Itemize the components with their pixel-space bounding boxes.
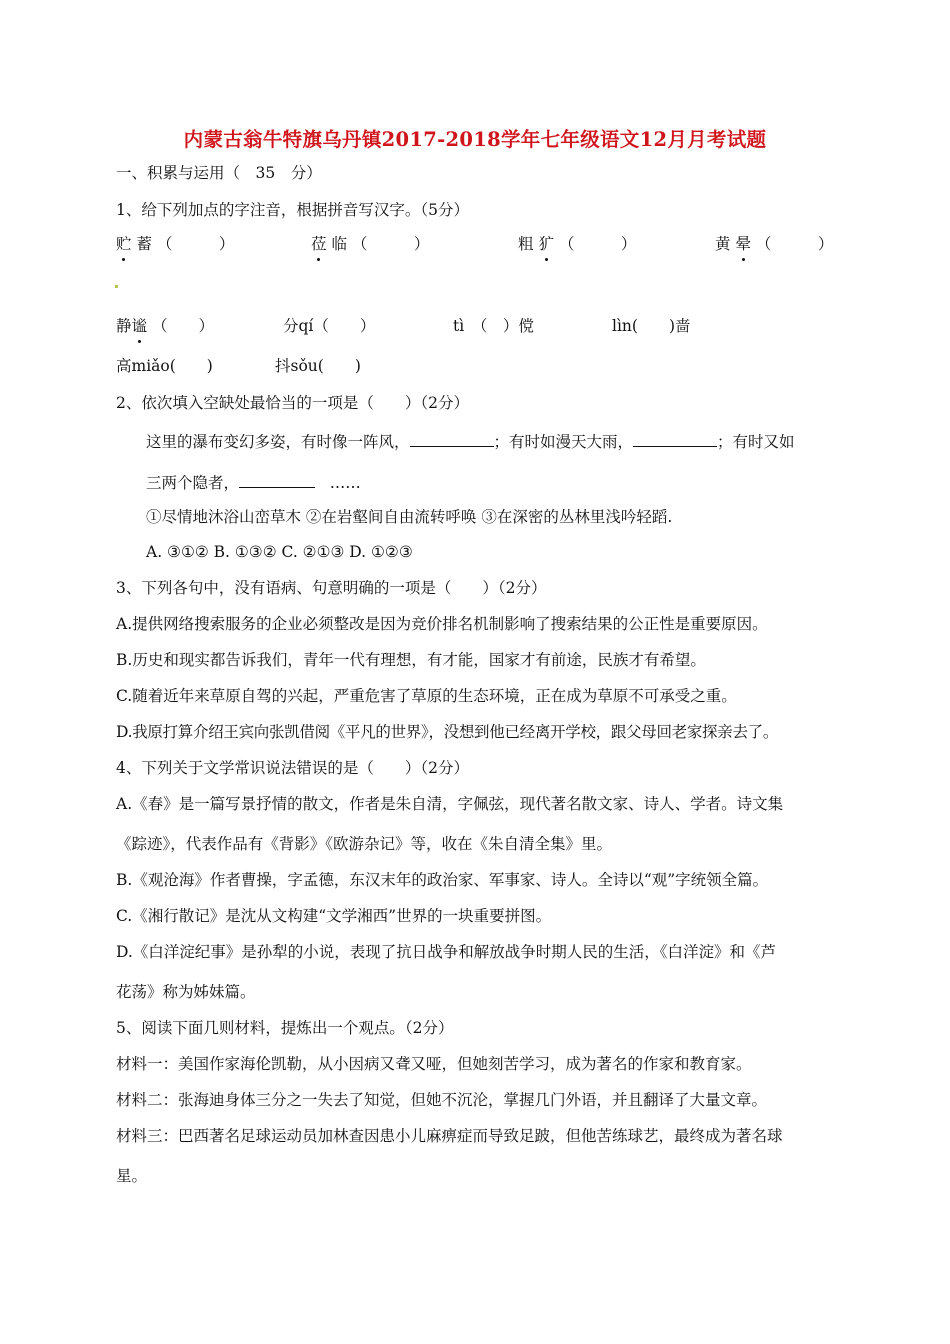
- pinyin-item-3: 粗 犷 （ ）: [518, 235, 637, 253]
- question-2-passage-line-2: 三两个隐者， ……: [146, 471, 361, 493]
- page-title: 内蒙古翁牛特旗乌丹镇2017-2018学年七年级语文12月月考试题: [183, 128, 767, 151]
- material-2: 材料二：张海迪身体三分之一失去了知觉，但她不沉沦，掌握几门外语，并且翻译了大量文章。: [116, 1091, 768, 1109]
- question-4-stem: 4、下列关于文学常识说法错误的是（ ）（2分）: [116, 759, 469, 777]
- scan-speck: [115, 285, 118, 288]
- dotted-char: 谧: [131, 317, 148, 335]
- fill-blank-2: [633, 430, 717, 447]
- pinyin-item-6: 分qí（ ）: [283, 317, 376, 335]
- question-4-option-a-line-1: A.《春》是一篇写景抒情的散文，作者是朱自清，字佩弦，现代著名散文家、诗人、学者。诗文集: [116, 795, 784, 813]
- question-1-stem: 1、给下列加点的字注音，根据拼音写汉字。（5分）: [116, 201, 469, 219]
- question-4-option-c: C.《湘行散记》是沈从文构建“文学湘西”世界的一块重要拼图。: [116, 907, 552, 925]
- pinyin-item-9: 高miǎo( ): [116, 357, 213, 375]
- question-4-option-a-line-2: 《踪迹》，代表作品有《背影》《欧游杂记》等，收在《朱自清全集》里。: [116, 835, 613, 853]
- question-2-options: ①尽情地沐浴山峦草木 ②在岩壑间自由流转呼唤 ③在深密的丛林里浅吟轻蹈.: [146, 508, 673, 526]
- answer-paren: （ ）: [558, 235, 637, 253]
- question-2-choices: A. ③①② B. ①③② C. ②①③ D. ①②③: [146, 543, 413, 561]
- answer-paren: （ ）: [151, 317, 214, 335]
- pinyin-item-10: 抖sǒu( ): [275, 357, 361, 375]
- question-4-option-d-line-2: 花荡》称为姊妹篇。: [116, 983, 256, 1001]
- question-2-stem: 2、依次填入空缺处最恰当的一项是（ ）（2分）: [116, 394, 469, 412]
- fill-blank-1: [410, 430, 494, 447]
- pinyin-item-2: 莅 临 （ ）: [311, 235, 430, 253]
- question-4-option-d-line-1: D.《白洋淀纪事》是孙犁的小说，表现了抗日战争和解放战争时期人民的生活，《白洋淀》和《芦: [116, 943, 777, 961]
- material-3-line-1: 材料三：巴西著名足球运动员加林查因患小儿麻痹症而导致足跛，但他苦练球艺，最终成为著名球: [116, 1127, 783, 1145]
- pinyin-item-4: 黄 晕 （ ）: [715, 235, 834, 253]
- pinyin-item-8: lìn( )啬: [612, 317, 691, 335]
- question-3-option-c: C.随着近年来草原自驾的兴起，严重危害了草原的生态环境，正在成为草原不可承受之重。: [116, 687, 737, 705]
- dotted-char: 晕: [735, 235, 751, 253]
- dotted-char: 莅: [311, 235, 327, 253]
- dotted-char: 犷: [538, 235, 554, 253]
- question-5-stem: 5、阅读下面几则材料，提炼出一个观点。（2分）: [116, 1019, 454, 1037]
- question-3-option-b: B.历史和现实都告诉我们，青年一代有理想，有才能，国家才有前途，民族才有希望。: [116, 651, 706, 669]
- question-4-option-b: B.《观沧海》作者曹操，字孟德，东汉末年的政治家、军事家、诗人。全诗以“观”字统领全篇。: [116, 871, 769, 889]
- answer-paren: （ ）: [351, 235, 430, 253]
- fill-blank-3: [239, 471, 315, 488]
- question-3-option-d: D.我原打算介绍王宾向张凯借阅《平凡的世界》，没想到他已经离开学校，跟父母回老家探亲去了。: [116, 723, 779, 741]
- section-heading: 一、积累与运用（ 35 分）: [116, 164, 322, 182]
- answer-paren: （ ）: [755, 235, 834, 253]
- answer-paren: （ ）: [156, 235, 235, 253]
- pinyin-item-7: tì （ ）傥: [453, 317, 534, 335]
- dotted-char: 贮: [116, 235, 132, 253]
- pinyin-item-5: 静谧 （ ）: [116, 317, 214, 335]
- material-3-line-2: 星。: [116, 1167, 148, 1185]
- material-1: 材料一：美国作家海伦凯勒，从小因病又聋又哑，但她刻苦学习，成为著名的作家和教育家。: [116, 1055, 752, 1073]
- question-2-passage-line-1: 这里的瀑布变幻多姿，有时像一阵风， ；有时如漫天大雨， ；有时又如: [146, 430, 795, 452]
- pinyin-item-1: 贮 蓄 （ ）: [116, 235, 235, 253]
- question-3-stem: 3、下列各句中，没有语病、句意明确的一项是（ ）（2分）: [116, 579, 547, 597]
- question-3-option-a: A.提供网络搜索服务的企业必须整改是因为竞价排名机制影响了搜索结果的公正性是重要原因。: [116, 615, 768, 633]
